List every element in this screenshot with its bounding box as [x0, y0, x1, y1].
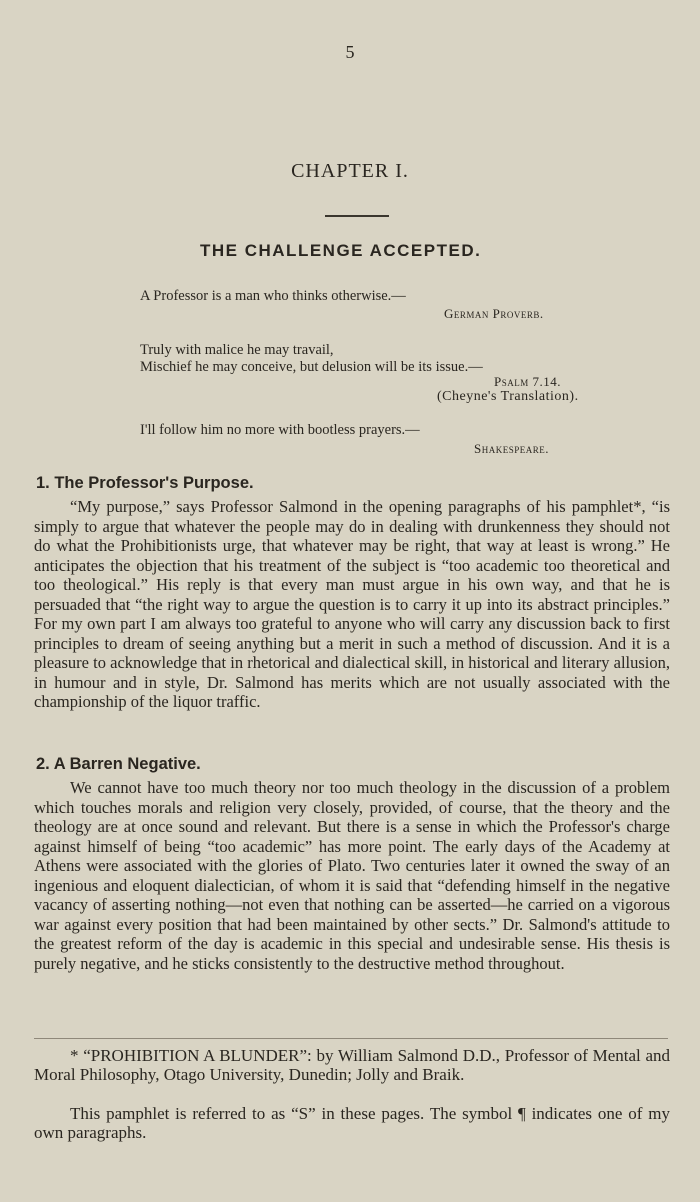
- section-heading: 2. A Barren Negative.: [36, 755, 201, 773]
- section-body: [34, 497, 670, 712]
- epigraph-attribution: (Cheyne's Translation).: [437, 389, 579, 404]
- paragraph: “My purpose,” says Professor Salmond in the opening paragraphs of his pamphlet*, “is simply to argue that whatever the people may do in dealing with drunkenness they should not do what the Prohibitionists urge, that whatever may be right, that way at least is wrong.” He anticipates the objection that his treatment of the subject is “too academic too theoretical and too theological.” His reply is that every man must argue in his own way, and that he is persuaded that “the right way to argue the question is to carry it up into its abstract principles.” For my own part I am always too grateful to anyone who will carry any discussion back to first principles to dream of seeing anything but a merit in such a method of discussion. And it is a pleasure to acknowledge that in rhetorical and dialectical skill, in historical and literary allusion, in humour and in style, Dr. Salmond has merits which are not usually associated with the championship of the liquor traffic.: [34, 497, 670, 711]
- chapter-rule: [325, 215, 389, 217]
- section-body: [34, 778, 670, 973]
- footnote: [34, 1046, 670, 1084]
- footnote-text: * “PROHIBITION A BLUNDER”: by William Salmond D.D., Professor of Mental and Moral Philosophy, Otago University, Dunedin; Jolly and Braik.: [34, 1046, 670, 1084]
- footnote: [34, 1104, 670, 1142]
- epigraph-attribution: German Proverb.: [444, 306, 544, 321]
- epigraph-line: A Professor is a man who thinks otherwise.—: [140, 288, 406, 304]
- chapter-title: CHAPTER I.: [291, 160, 409, 182]
- chapter-subtitle: THE CHALLENGE ACCEPTED.: [200, 241, 482, 260]
- page-number: 5: [345, 42, 355, 62]
- epigraph-attribution: Shakespeare.: [474, 441, 549, 456]
- footnote-text: This pamphlet is referred to as “S” in these pages. The symbol ¶ indicates one of my own paragraphs.: [34, 1104, 670, 1142]
- epigraph-line: I'll follow him no more with bootless prayers.—: [140, 422, 420, 438]
- epigraph-attribution: Psalm 7.14.: [494, 374, 561, 389]
- paragraph: We cannot have too much theory nor too much theology in the discussion of a problem which touches morals and religion very closely, provided, of course, that the theory and the theology are at once sound and relevant. But there is a sense in which the Professor's charge against himself of being “too academic” has more point. The early days of the Academy at Athens were associated with the glories of Plato. Two centuries later it owned the sway of an ingenious and eloquent dialectician, of whom it is said that “defending himself in the negative vacancy of asserting nothing—not even that nothing can be asserted—he carried on a vigorous war against every position that had been maintained by other sects.” Dr. Salmond's attitude to the greatest reform of the day is academic in this special and undesirable sense. His thesis is purely negative, and he sticks consistently to the destructive method throughout.: [34, 778, 670, 973]
- epigraph-1: [140, 288, 580, 305]
- epigraph-line: Mischief he may conceive, but delusion will be its issue.—: [140, 359, 483, 375]
- epigraph-line: Truly with malice he may travail,: [140, 342, 334, 358]
- epigraph-3: [140, 422, 580, 439]
- section-heading: 1. The Professor's Purpose.: [36, 474, 254, 492]
- epigraph-2: [140, 342, 580, 376]
- footnote-rule: [34, 1038, 668, 1039]
